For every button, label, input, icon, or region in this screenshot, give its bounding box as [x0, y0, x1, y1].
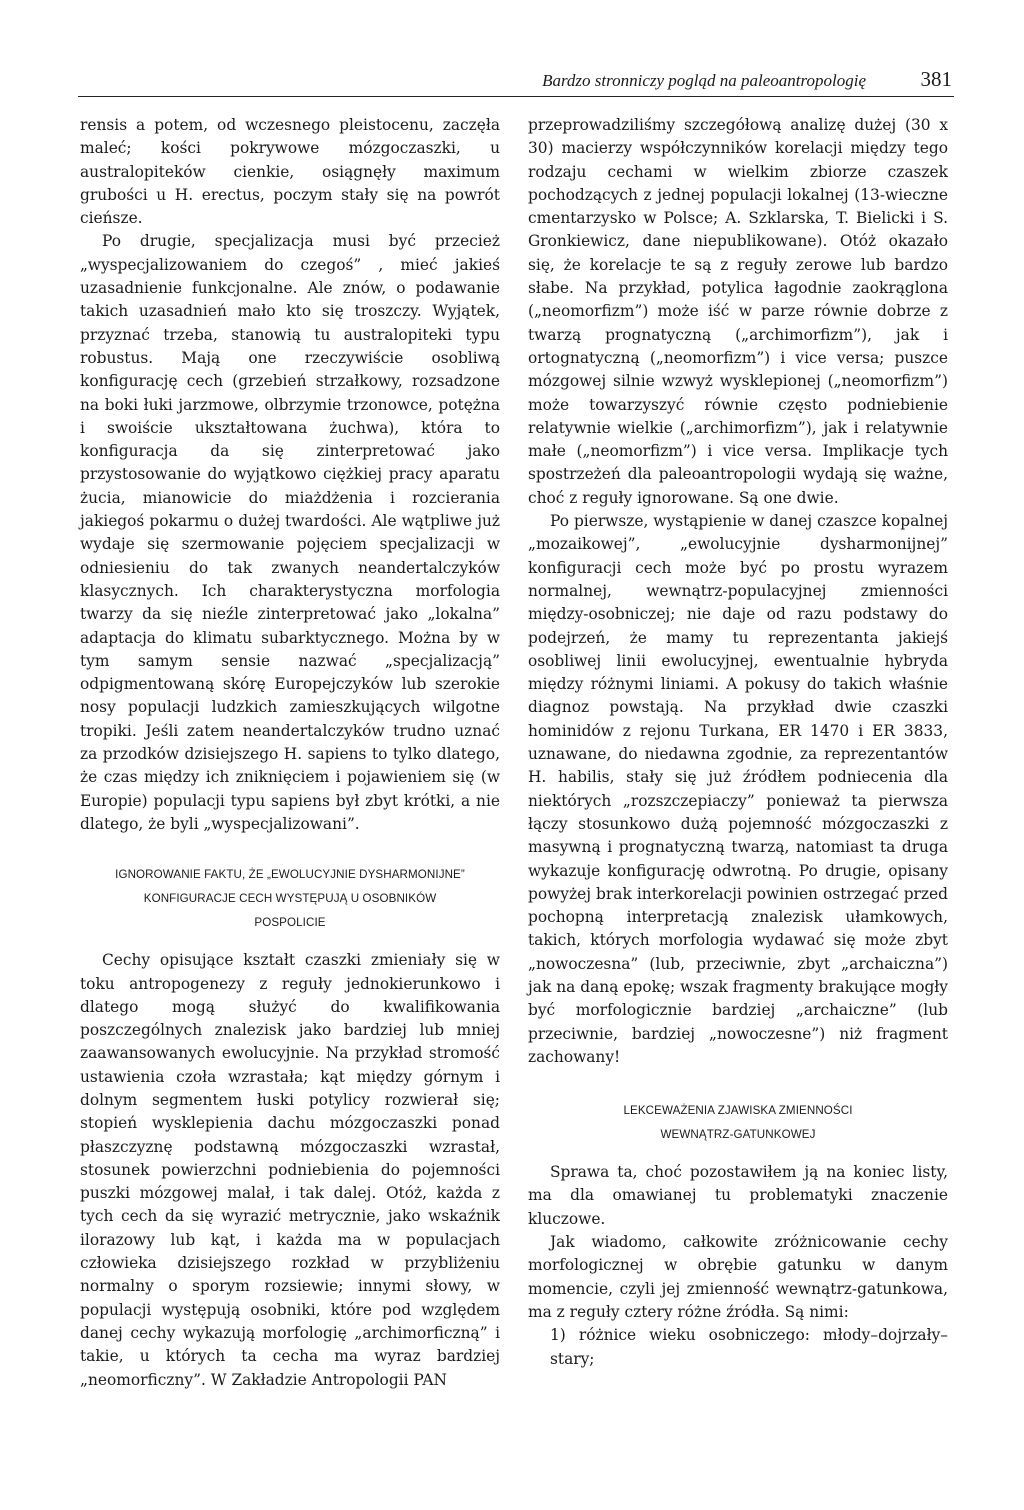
- paragraph: Po drugie, specjalizacja musi być przecież „wyspecjalizowaniem do czegoś” , mieć jakieś uzasadnienie funkcjonalne. Ale znów, o podawanie takich uzasadnień mało kto się troszczy. Wyjątek, przyznać trzeba, stanowią tu australopiteki typu robustus. Mają one rzeczywiście osobliwą konfigurację cech (grzebień strzałkowy, rozsadzone na boki łuki jarzmowe, olbrzymie trzonowce, potężna i swoiście ukształtowana żuchwa), która to konfiguracja da się zinterpretować jako przystosowanie do wyjątkowo ciężkiej pracy aparatu żucia, mianowicie do miażdżenia i rozcierania jakiegoś pokarmu o dużej twardości. Ale wątpliwe już wydaje się szermowanie pojęciem specjalizacji w odniesieniu do tak zwanych neandertalczyków klasycznych. Ich charakterystyczna morfologia twarzy da się nieźle zinterpretować jako „lokalna” adaptacja do klimatu subarktycznego. Można by w tym samym sensie nazwać „specjalizacją” odpigmentowaną skórę Europejczyków lub szerokie nosy populacji ludzkich zamieszkujących wilgotne tropiki. Jeśli zatem neandertalczyków trudno uznać za przodków dzisiejszego H. sapiens to tylko dlatego, że czas między ich zniknięciem i pojawieniem się (w Europie) populacji typu sapiens był zbyt krótki, a nie dlatego, że byli „wyspecjalizowani”.: [80, 232, 500, 833]
- paragraph: Jak wiadomo, całkowite zróżnicowanie cechy morfologicznej w obrębie gatunku w danym momencie, czyli jej zmienność wewnątrz-gatunkowa, ma z reguły cztery różne źródła. Są nimi:: [528, 1233, 948, 1321]
- section-heading: [528, 1099, 948, 1147]
- left-column: [80, 114, 500, 1392]
- paragraph: Cechy opisujące kształt czaszki zmieniały się w toku antropogenezy z reguły jednokierunkowo i dlatego mogą służyć do kwalifikowania poszczególnych znalezisk jako bardziej lub mniej zaawansowanych ewolucyjnie. Na przykład stromość ustawienia czoła wzrastała; kąt między górnym i dolnym segmentem łuski potylicy rozwierał się; stopień wysklepienia dachu mózgoczaszki ponad płaszczyznę podstawną mózgoczaszki wzrastał, stosunek powierzchni podniebienia do pojemności puszki mózgowej malał, i tak dalej. Otóż, każda z tych cech da się wyrazić metrycznie, jako wskaźnik ilorazowy lub kąt, i każda ma w populacjach człowieka dzisiejszego rozkład w przybliżeniu normalny o sporym rozsiewie; innymi słowy, w populacji występują osobniki, które pod względem danej cechy wykazują morfologię „archimorficzną” i takie, u których ta cecha ma wyraz bardziej „neomorficzny”. W Zakładzie Antropologii PAN: [80, 951, 500, 1389]
- section-heading-line: WEWNĄTRZ-GATUNKOWEJ: [660, 1128, 816, 1142]
- paragraph: rensis a potem, od wczesnego pleistocenu, zaczęła maleć; kości pokrywowe mózgoczaszki, u australopiteków cienkie, osiągnęły maximum grubości u H. erectus, poczym stały się na powrót cieńsze.: [80, 116, 500, 228]
- running-header: [78, 67, 954, 97]
- section-heading-line: KONFIGURACJE CECH WYSTĘPUJĄ U OSOBNIKÓW: [143, 892, 437, 906]
- running-title: Bardzo stronniczy pogląd na paleoantropologię: [542, 71, 866, 90]
- section-heading: [80, 863, 500, 935]
- section-heading-line: IGNOROWANIE FAKTU, ŻE „EWOLUCYJNIE DYSHARMONIJNE”: [115, 868, 465, 882]
- section-heading-line: LEKCEWAŻENIA ZJAWISKA ZMIENNOŚCI: [623, 1104, 853, 1118]
- paragraph: Sprawa ta, choć pozostawiłem ją na koniec listy, ma dla omawianej tu problematyki znaczenie kluczowe.: [528, 1163, 948, 1228]
- right-column: [528, 114, 948, 1371]
- list-item: 1) różnice wieku osobniczego: młody–dojrzały–stary;: [550, 1326, 948, 1368]
- section-heading-line: POSPOLICIE: [254, 916, 326, 930]
- paragraph: przeprowadziliśmy szczegółową analizę dużej (30 x 30) macierzy współczynników korelacji między tego rodzaju cechami w wielkim zbiorze czaszek pochodzących z jednej populacji lokalnej (13-wieczne cmentarzysko w Polsce; A. Szklarska, T. Bielicki i S. Gronkiewicz, dane niepublikowane). Otóż okazało się, że korelacje te są z reguły zerowe lub bardzo słabe. Na przykład, potylica łagodnie zaokrąglona („neomorfizm”) może iść w parze równie dobrze z twarzą prognatyczną („archimorfizm”), jak i ortognatyczną („neomorfizm”) i vice versa; puszce mózgowej silnie wzwyż wysklepionej („neomorfizm”) może towarzyszyć równie często podniebienie relatywnie wielkie („archimorfizm”), jak i relatywnie małe („neomorfizm”) i vice versa. Implikacje tych spostrzeżeń dla paleoantropologii wydają się ważne, choć z reguły ignorowane. Są one dwie.: [528, 116, 948, 507]
- page-number: 381: [920, 67, 952, 91]
- paragraph: Po pierwsze, wystąpienie w danej czaszce kopalnej „mozaikowej”, „ewolucyjnie dysharmonijnej” konfiguracji cech może być po prostu wyrazem normalnej, wewnątrz-populacyjnej zmienności między-osobniczej; nie daje od razu podstawy do podejrzeń, że mamy tu reprezentanta jakiejś osobliwej linii ewolucyjnej, ewentualnie hybryda między różnymi liniami. A pokusy do takich właśnie diagnoz powstają. Na przykład dwie czaszki hominidów z rejonu Turkana, ER 1470 i ER 3833, uznawane, do niedawna zgodnie, za reprezentantów H. habilis, stały się już źródłem podniecenia dla niektórych „rozszczepiaczy” ponieważ ta pierwsza łączy stosunkowo dużą pojemność mózgoczaszki z masywną i prognatyczną twarzą, natomiast ta druga wykazuje konfigurację odwrotną. Po drugie, opisany powyżej brak interkorelacji powinien ostrzegać przed pochopną interpretacją znalezisk ułamkowych, takich, których morfologia wydawać się może zbyt „nowoczesna” (lub, przeciwnie, zbyt „archaiczna”) jak na daną epokę; wszak fragmenty brakujące mogły być morfologicznie bardziej „archaiczne” (lub przeciwnie, bardziej „nowoczesne”) niż fragment zachowany!: [528, 512, 948, 1066]
